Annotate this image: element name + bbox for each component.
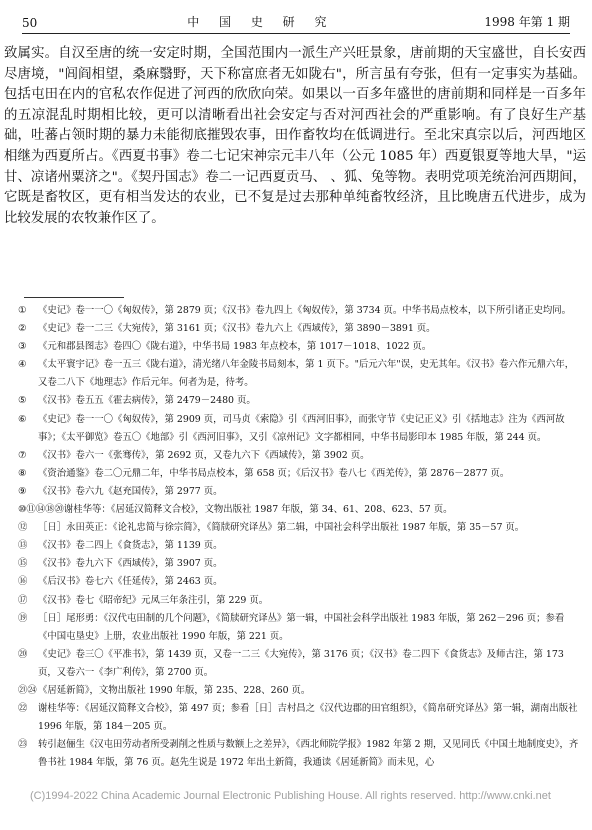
footnote-text: 转引赵俪生《汉屯田劳动者所受剥削之性质与数额上之差异》，《西北师院学报》1982 年第 2 期，又见同氏《中国土地制度史》，齐鲁书社 1984 年版，第 76 页。赵先生说是 1972 年出土新简，我通读《居延新简》而未见，心 xyxy=(38,739,579,769)
footnote xyxy=(18,592,582,610)
footnote-number: ⑫ xyxy=(18,522,28,534)
footnote-text: 《汉书》卷六一《张骞传》，第 2692 页，又卷九六下《西域传》，第 3902 页。 xyxy=(38,449,370,461)
footnote-number: ⑧ xyxy=(18,467,27,479)
page-header xyxy=(22,8,570,34)
footnote-number: ㉒ xyxy=(18,703,28,715)
footnote xyxy=(18,736,582,772)
footnote-number: ⑩⑪⑭⑱⑳ xyxy=(18,504,64,516)
footnote-number: ⑮ xyxy=(18,558,28,570)
footnote-text: 《居延新简》，文物出版社 1990 年版，第 235、228、260 页。 xyxy=(38,684,311,696)
footnote xyxy=(18,519,582,537)
footnote-text: 《元和郡县图志》卷四〇《陇右道》，中华书局 1983 年点校本，第 1017－1018、1022 页。 xyxy=(38,341,432,353)
footnote-number: ③ xyxy=(18,341,27,353)
footnote-number: ⑤ xyxy=(18,395,27,407)
footnote xyxy=(18,573,582,591)
footnote-text: 《汉书》卷二四上《食货志》，第 1139 页。 xyxy=(38,540,223,552)
footnote xyxy=(18,483,582,501)
footnote xyxy=(18,555,582,573)
footnote-text: 《汉书》卷五五《霍去病传》，第 2479－2480 页。 xyxy=(38,395,256,407)
footnote-number: ⑰ xyxy=(18,594,28,606)
footnote-text: 《史记》卷一二三《大宛传》，第 3161 页；《汉书》卷九六上《西域传》，第 3890－3891 页。 xyxy=(38,323,436,335)
footnote xyxy=(18,646,582,682)
footnote-number: ⑬ xyxy=(18,540,28,552)
footnote-text: 《汉书》卷九六下《西域传》，第 3907 页。 xyxy=(38,558,223,570)
footnote-text: 《史记》卷一一〇《匈奴传》，第 2879 页；《汉书》卷九四上《匈奴传》，第 3734 页。中华书局点校本，以下所引诸正史均同。 xyxy=(38,305,572,316)
footnote-number: ④ xyxy=(18,359,27,371)
main-text xyxy=(4,44,586,229)
footnote-text: 谢桂华等：《居延汉简释文合校》，第 497 页；参看［日］吉村昌之《汉代边郡的田官组织》，《简帛研究译丛》第一辑，湖南出版社 1996 年版，第 184－205 页。 xyxy=(38,703,578,733)
footnote-divider xyxy=(24,297,124,298)
footnote-text: 谢桂华等：《居延汉简释文合校》，文物出版社 1987 年版，第 34、61、208、623、57 页。 xyxy=(63,504,453,516)
footnote xyxy=(18,465,582,483)
journal-title: 中 国 史 研 究 xyxy=(187,15,335,29)
footnote-number: ⑲ xyxy=(18,612,28,624)
footnote-number: ① xyxy=(18,305,27,316)
footnote xyxy=(18,411,582,447)
footnote xyxy=(18,700,582,736)
footnote-number: ⑯ xyxy=(18,576,28,588)
footnote-number: ㉑㉔ xyxy=(18,684,37,696)
page-number: 50 xyxy=(22,16,38,30)
footnotes xyxy=(18,302,582,772)
footnote xyxy=(18,320,582,338)
footnote-text: 《后汉书》卷七六《任延传》，第 2463 页。 xyxy=(38,576,223,588)
footnote xyxy=(18,302,582,320)
footnote-number: ⑥ xyxy=(18,413,27,425)
footnote-number: ㉓ xyxy=(18,739,28,751)
footnote xyxy=(18,501,582,519)
footnote-text: ［日］尾形勇：《汉代屯田制的几个问题》，《简牍研究译丛》第一辑，中国社会科学出版社 1983 年版，第 262－296 页；参看《中国屯垦史》上册，农业出版社 1990 年版，第 221 页。 xyxy=(38,612,565,642)
copyright-watermark: (C)1994-2022 China Academic Journal Electronic Publishing House. All rights reserved. http://www.cnki.net xyxy=(30,790,551,802)
footnote xyxy=(18,392,582,410)
footnote xyxy=(18,682,582,700)
footnote-number: ② xyxy=(18,323,27,335)
footnote-text: 《汉书》卷七《昭帝纪》元凤三年条注引，第 229 页。 xyxy=(38,594,269,606)
footnote-text: 《资治通鉴》卷二〇元鼎二年，中华书局点校本，第 658 页；《后汉书》卷八七《西羌传》，第 2876－2877 页。 xyxy=(38,467,510,479)
footnote xyxy=(18,610,582,646)
footnote-text: 《太平寰宇记》卷一五三《陇右道》，清光绪八年金陵书局刻本，第 1 页下。"后元六年"误，史无其年。《汉书》卷六作元鼎六年，又卷二八下《地理志》作后元年。何者为是，待考。 xyxy=(38,359,575,389)
footnote-number: ⑳ xyxy=(18,648,28,660)
issue-info: 1998 年第 1 期 xyxy=(484,15,570,29)
footnote xyxy=(18,338,582,356)
footnote-text: 《史记》卷一一〇《匈奴传》，第 2909 页，司马贞《索隐》引《西河旧事》，而张守节《史记正义》引《括地志》注为《西河故事》；《太平御览》卷五〇《地部》引《西河旧事》，又引《凉州记》文字都相同，中华书局影印本 1985 年版，第 244 页。 xyxy=(38,413,565,443)
footnote-text: 《汉书》卷六九《赵充国传》，第 2977 页。 xyxy=(38,485,223,497)
footnote-number: ⑦ xyxy=(18,449,27,461)
body-paragraph: 致属实。自汉至唐的统一安定时期，全国范围内一派生产兴旺景象，唐前期的天宝盛世，自长安西尽唐境，"闾阎相望，桑麻翳野，天下称富庶者无如陇右"，所言虽有夸张，但有一定事实为基础。包括屯田在内的官私农作促进了河西的欣欣向荣。如果以一百多年盛世的唐前期和同样是一百多年的五凉混乱时期相比较，更可以清晰看出社会安定与否对河西社会的严重影响。有了良好生产基础，吐蕃占领时期的暴力未能彻底摧毁农事，田作畜牧均在低调进行。至北宋真宗以后，河西地区相继为西夏所占。《西夏书事》卷二七记宋神宗元丰八年（公元 1085 年）西夏银夏等地大旱，"运甘、凉诸州粟济之"。《契丹国志》卷二一记西夏贡马、 、狐、兔等物。表明党项羌统治河西期间，它既是畜牧区，更有相当发达的农业，已不复是过去那种单纯畜牧经济，且比晚唐五代进步，成为比较发展的农牧兼作区了。 xyxy=(4,46,586,226)
footnote-text: ［日］永田英正：《论礼忠简与徐宗简》，《简牍研究译丛》第二辑，中国社会科学出版社 1987 年版，第 35－57 页。 xyxy=(38,522,525,534)
footnote xyxy=(18,447,582,465)
footnote-number: ⑨ xyxy=(18,485,27,497)
footnote xyxy=(18,356,582,392)
footnote xyxy=(18,537,582,555)
footnote-text: 《史记》卷三〇《平准书》，第 1439 页，又卷一二三《大宛传》，第 3176 页；《汉书》卷二四下《食货志》及师古注，第 173 页，又卷六一《李广利传》，第 2700 页。 xyxy=(38,648,564,678)
